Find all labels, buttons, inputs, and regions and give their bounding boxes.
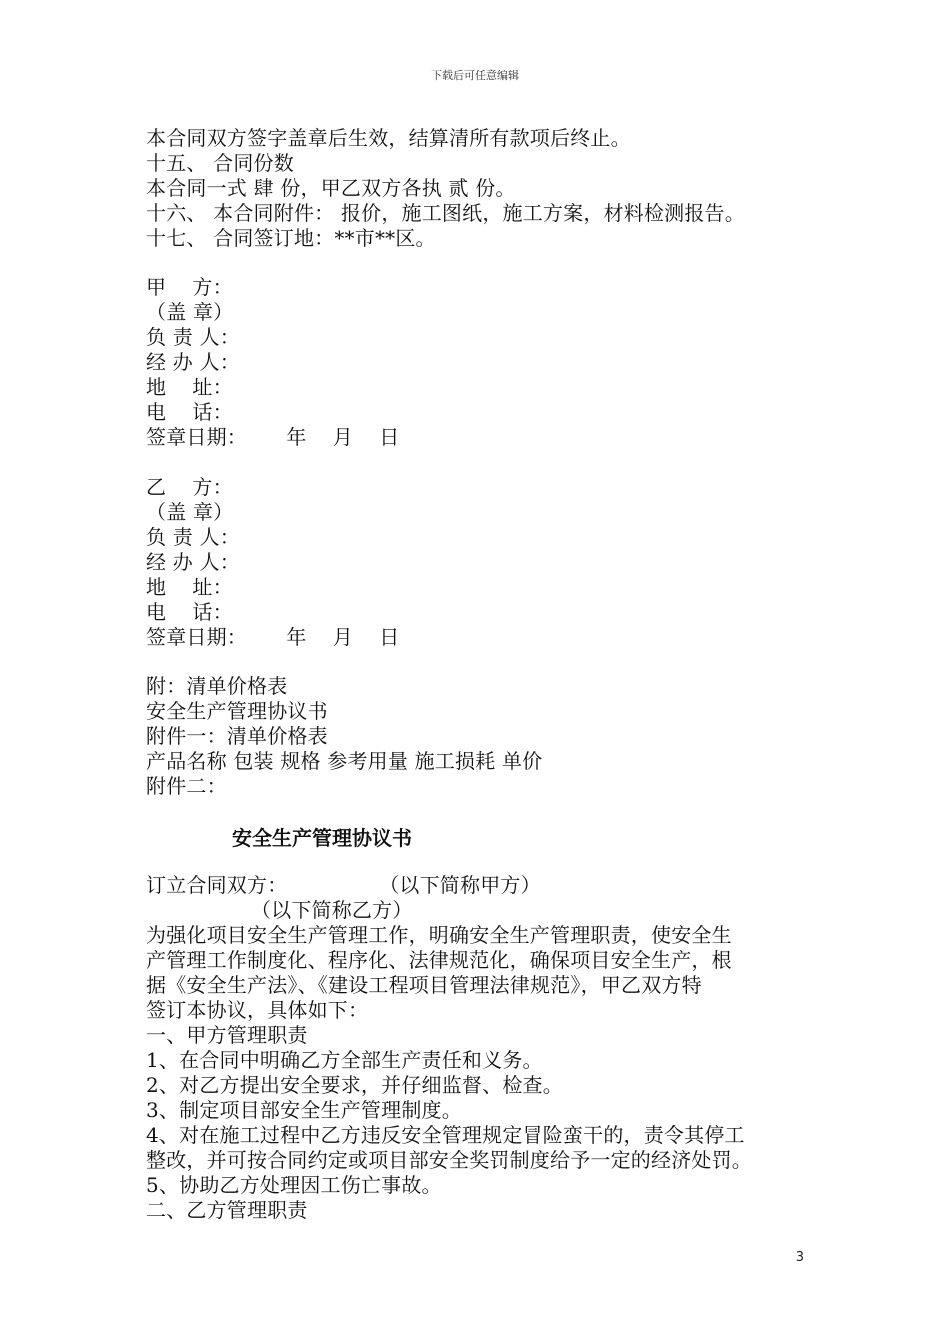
section-party-b-duties: 二、乙方管理职责 [146, 1198, 308, 1222]
intro-paragraph-line: 产管理工作制度化、程序化、法律规范化，确保项目安全生产，根 [146, 948, 732, 972]
duty-item: 4、对在施工过程中乙方违反安全管理规定冒险蛮干的，责令其停工 [146, 1123, 745, 1147]
attachment-note: 附：清单价格表 [146, 674, 288, 698]
party-a-sign-date: 签章日期： 年 月 日 [146, 425, 400, 449]
intro-paragraph-line: 据《安全生产法》、《建设工程项目管理法律规范》，甲乙双方特 [146, 973, 702, 997]
page-number: 3 [795, 1250, 804, 1265]
party-b-sign-date: 签章日期： 年 月 日 [146, 625, 400, 649]
party-a-responsible: 负 责 人： [146, 325, 240, 349]
duty-item: 2、对乙方提出安全要求，并仔细监督、检查。 [146, 1073, 563, 1097]
party-b-label: 乙 方： [146, 475, 233, 499]
page-header: 下载后可任意编辑 [431, 69, 519, 82]
party-a-seal: （盖 章） [146, 300, 234, 324]
intro-paragraph-line: 为强化项目安全生产管理工作，明确安全生产管理职责，使安全生 [146, 923, 732, 947]
attachment-two: 附件二： [146, 774, 227, 798]
clause-15-heading: 十五、 合同份数 [146, 151, 294, 175]
duty-item: 5、协助乙方处理因工伤亡事故。 [146, 1173, 442, 1197]
section-party-a-duties: 一、甲方管理职责 [146, 1023, 308, 1047]
duty-item-continued: 整改，并可按合同约定或项目部安全奖罚制度给予一定的经济处罚。 [146, 1148, 752, 1172]
agreement-title: 安全生产管理协议书 [232, 826, 412, 850]
duty-item: 3、制定项目部安全生产管理制度。 [146, 1098, 462, 1122]
clause-16: 十六、 本合同附件： 报价，施工图纸，施工方案，材料检测报告。 [146, 201, 745, 225]
party-a-address: 地 址： [146, 375, 233, 399]
price-table-header: 产品名称 包装 规格 参考用量 施工损耗 单价 [146, 749, 543, 773]
parties-line-a: 订立合同双方： （以下简称甲方） [146, 873, 541, 897]
attachment-one: 附件一：清单价格表 [146, 724, 328, 748]
party-b-phone: 电 话： [146, 600, 233, 624]
intro-paragraph-line: 签订本协议，具体如下： [146, 998, 369, 1022]
clause-17: 十七、 合同签订地：**市**区。 [146, 226, 436, 250]
party-b-handler: 经 办 人： [146, 550, 240, 574]
attachment-safety-agreement: 安全生产管理协议书 [146, 699, 328, 723]
party-b-address: 地 址： [146, 575, 233, 599]
duty-item: 1、在合同中明确乙方全部生产责任和义务。 [146, 1048, 543, 1072]
party-a-phone: 电 话： [146, 400, 233, 424]
party-b-seal: （盖 章） [146, 500, 234, 524]
party-a-handler: 经 办 人： [146, 350, 240, 374]
party-a-label: 甲 方： [146, 275, 233, 299]
copies-clause: 本合同一式 肆 份，甲乙双方各执 贰 份。 [146, 176, 516, 200]
parties-line-b: （以下简称乙方） [146, 898, 413, 922]
contract-effective-clause: 本合同双方签字盖章后生效，结算清所有款项后终止。 [146, 126, 631, 150]
party-b-responsible: 负 责 人： [146, 525, 240, 549]
